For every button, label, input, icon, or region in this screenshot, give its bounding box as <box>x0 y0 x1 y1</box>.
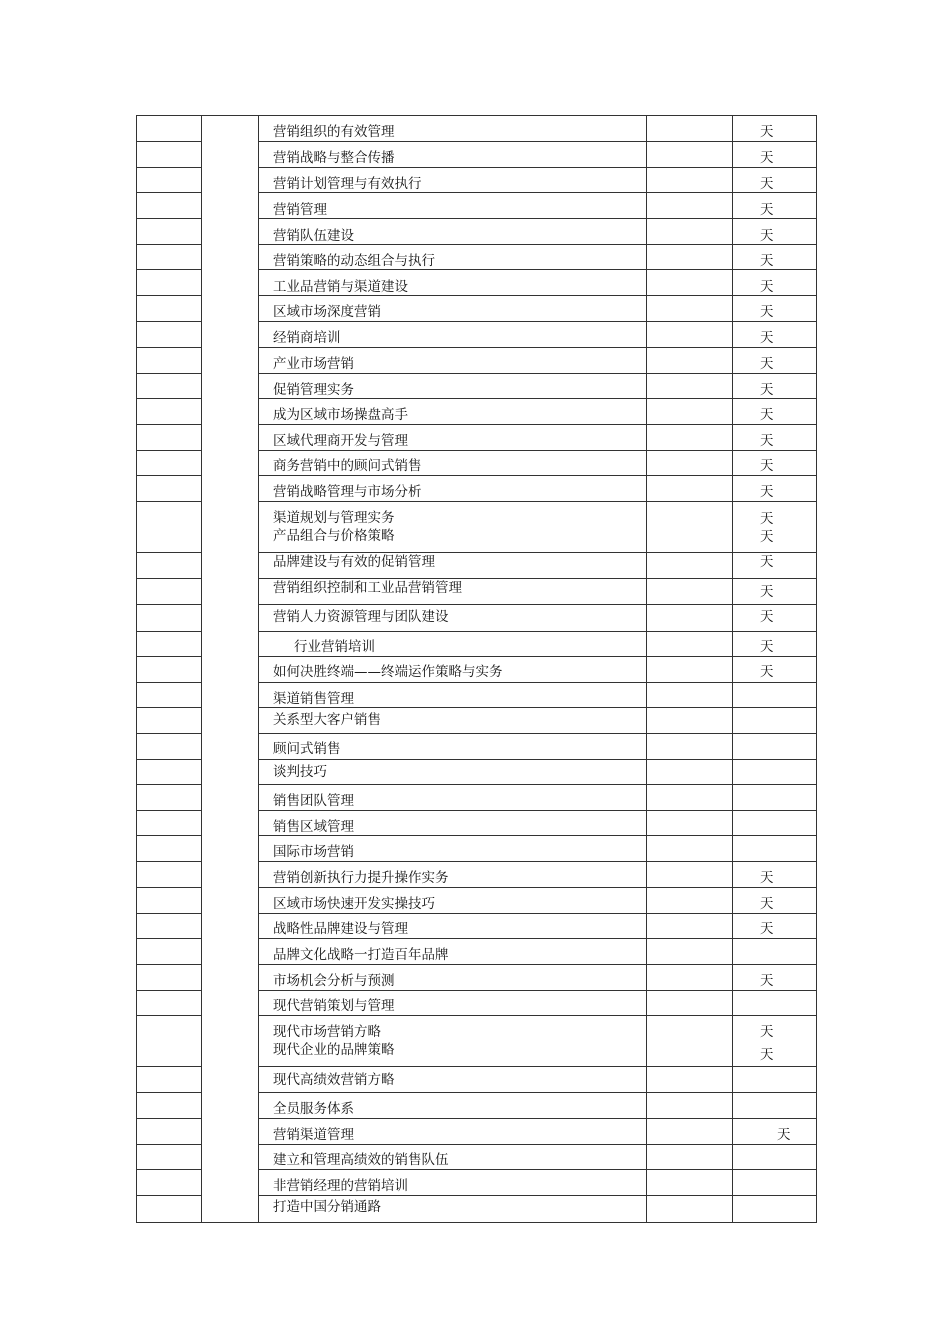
row-divider <box>258 373 817 374</box>
course-name: 现代高绩效营销方略 <box>273 1072 395 1088</box>
course-name: 营销创新执行力提升操作实务 <box>273 870 449 886</box>
duration-unit: 天 <box>760 253 774 269</box>
duration-unit: 天 <box>760 202 774 218</box>
row-divider <box>136 759 202 760</box>
duration-unit: 天 <box>760 1024 774 1040</box>
row-divider <box>136 835 202 836</box>
course-name: 营销战略管理与市场分析 <box>273 484 422 500</box>
course-name: 关系型大客户销售 <box>273 712 381 728</box>
row-divider <box>136 347 202 348</box>
course-name: 销售团队管理 <box>273 793 354 809</box>
row-divider <box>258 784 817 785</box>
row-divider <box>258 192 817 193</box>
row-divider <box>258 1169 817 1170</box>
course-name: 促销管理实务 <box>273 382 354 398</box>
row-divider <box>258 295 817 296</box>
row-divider <box>258 141 817 142</box>
row-divider <box>258 656 817 657</box>
course-name: 营销人力资源管理与团队建设 <box>273 609 449 625</box>
row-divider <box>136 990 202 991</box>
course-name: 产品组合与价格策略 <box>273 528 395 544</box>
row-divider <box>258 347 817 348</box>
course-name: 营销组织的有效管理 <box>273 124 395 140</box>
course-name: 品牌文化战略一打造百年品牌 <box>273 947 449 963</box>
course-name: 战略性品牌建设与管理 <box>273 921 408 937</box>
row-divider <box>258 682 817 683</box>
row-divider <box>136 1066 202 1067</box>
course-name: 工业品营销与渠道建设 <box>273 279 408 295</box>
duration-unit: 天 <box>760 529 774 545</box>
row-divider <box>136 1144 202 1145</box>
row-divider <box>258 1092 817 1093</box>
course-name: 营销组织控制和工业品营销管理 <box>273 580 462 596</box>
course-name: 营销战略与整合传播 <box>273 150 395 166</box>
row-divider <box>136 552 202 553</box>
row-divider <box>136 1015 202 1016</box>
duration-unit: 天 <box>760 639 774 655</box>
duration-unit: 天 <box>760 584 774 600</box>
course-name: 营销管理 <box>273 202 327 218</box>
row-divider <box>258 578 817 579</box>
row-divider <box>258 1015 817 1016</box>
row-divider <box>258 244 817 245</box>
row-divider <box>136 810 202 811</box>
row-divider <box>136 501 202 502</box>
course-name: 现代市场营销方略 <box>273 1024 381 1040</box>
row-divider <box>136 167 202 168</box>
duration-unit: 天 <box>760 609 774 625</box>
duration-unit: 天 <box>760 664 774 680</box>
row-divider <box>258 269 817 270</box>
course-table <box>136 115 817 1222</box>
column-divider <box>646 115 647 1222</box>
duration-unit: 天 <box>760 973 774 989</box>
duration-unit: 天 <box>760 554 774 570</box>
course-name: 全员服务体系 <box>273 1101 354 1117</box>
row-divider <box>258 759 817 760</box>
row-divider <box>258 167 817 168</box>
row-divider <box>258 938 817 939</box>
row-divider <box>136 295 202 296</box>
row-divider <box>258 861 817 862</box>
row-divider <box>258 835 817 836</box>
course-name: 营销队伍建设 <box>273 228 354 244</box>
row-divider <box>258 964 817 965</box>
row-divider <box>136 269 202 270</box>
row-divider <box>136 631 202 632</box>
row-divider <box>136 1118 202 1119</box>
course-name: 品牌建设与有效的促销管理 <box>273 554 435 570</box>
duration-unit: 天 <box>760 124 774 140</box>
duration-unit: 天 <box>760 433 774 449</box>
duration-unit: 天 <box>760 382 774 398</box>
row-divider <box>136 1195 202 1196</box>
row-divider <box>136 424 202 425</box>
column-divider <box>816 115 817 1222</box>
row-divider <box>136 784 202 785</box>
row-divider <box>136 218 202 219</box>
row-divider <box>136 913 202 914</box>
course-name: 非营销经理的营销培训 <box>273 1178 408 1194</box>
row-divider <box>258 887 817 888</box>
row-divider <box>136 1222 817 1223</box>
row-divider <box>258 1066 817 1067</box>
course-name: 渠道规划与管理实务 <box>273 510 395 526</box>
row-divider <box>258 501 817 502</box>
row-divider <box>258 733 817 734</box>
duration-unit: 天 <box>760 279 774 295</box>
course-name: 如何决胜终端——终端运作策略与实务 <box>273 664 503 680</box>
row-divider <box>258 913 817 914</box>
row-divider <box>136 373 202 374</box>
row-divider <box>136 682 202 683</box>
row-divider <box>258 1144 817 1145</box>
row-divider <box>258 424 817 425</box>
course-name: 建立和管理高绩效的销售队伍 <box>273 1152 449 1168</box>
course-name: 现代营销策划与管理 <box>273 998 395 1014</box>
duration-unit: 天 <box>777 1127 791 1143</box>
row-divider <box>136 398 202 399</box>
course-name: 营销渠道管理 <box>273 1127 354 1143</box>
course-name: 区域市场快速开发实操技巧 <box>273 896 435 912</box>
duration-unit: 天 <box>760 228 774 244</box>
row-divider <box>258 450 817 451</box>
row-divider <box>136 707 202 708</box>
row-divider <box>258 810 817 811</box>
duration-unit: 天 <box>760 511 774 527</box>
row-divider <box>258 631 817 632</box>
row-divider <box>136 1092 202 1093</box>
column-divider <box>136 115 137 1222</box>
row-divider <box>258 707 817 708</box>
duration-unit: 天 <box>760 407 774 423</box>
row-divider <box>258 218 817 219</box>
row-divider <box>136 192 202 193</box>
duration-unit: 天 <box>760 921 774 937</box>
course-name: 销售区域管理 <box>273 819 354 835</box>
course-name: 区域市场深度营销 <box>273 304 381 320</box>
duration-unit: 天 <box>760 1047 774 1063</box>
column-divider <box>201 115 202 1222</box>
row-divider <box>258 398 817 399</box>
duration-unit: 天 <box>760 870 774 886</box>
row-divider <box>136 450 202 451</box>
row-divider <box>136 1169 202 1170</box>
row-divider <box>136 321 202 322</box>
row-divider <box>258 475 817 476</box>
duration-unit: 天 <box>760 896 774 912</box>
row-divider <box>136 475 202 476</box>
row-divider <box>258 321 817 322</box>
row-divider <box>136 733 202 734</box>
duration-unit: 天 <box>760 484 774 500</box>
row-divider <box>136 244 202 245</box>
course-name: 成为区域市场操盘高手 <box>273 407 408 423</box>
row-divider <box>136 115 817 116</box>
row-divider <box>136 578 202 579</box>
course-name: 营销策略的动态组合与执行 <box>273 253 435 269</box>
row-divider <box>258 604 817 605</box>
row-divider <box>258 990 817 991</box>
course-name: 行业营销培训 <box>294 639 375 655</box>
duration-unit: 天 <box>760 176 774 192</box>
duration-unit: 天 <box>760 458 774 474</box>
course-name: 市场机会分析与预测 <box>273 973 395 989</box>
course-name: 营销计划管理与有效执行 <box>273 176 422 192</box>
row-divider <box>136 656 202 657</box>
row-divider <box>258 1118 817 1119</box>
row-divider <box>136 141 202 142</box>
course-name: 国际市场营销 <box>273 844 354 860</box>
duration-unit: 天 <box>760 304 774 320</box>
duration-unit: 天 <box>760 150 774 166</box>
duration-unit: 天 <box>760 330 774 346</box>
column-divider <box>258 115 259 1222</box>
column-divider <box>732 115 733 1222</box>
course-name: 谈判技巧 <box>273 764 327 780</box>
row-divider <box>136 604 202 605</box>
course-name: 商务营销中的顾问式销售 <box>273 458 422 474</box>
row-divider <box>258 552 817 553</box>
row-divider <box>136 861 202 862</box>
course-name: 区域代理商开发与管理 <box>273 433 408 449</box>
course-name: 打造中国分销通路 <box>273 1199 381 1215</box>
row-divider <box>136 938 202 939</box>
row-divider <box>136 887 202 888</box>
course-name: 产业市场营销 <box>273 356 354 372</box>
course-name: 渠道销售管理 <box>273 691 354 707</box>
course-name: 顾问式销售 <box>273 741 341 757</box>
duration-unit: 天 <box>760 356 774 372</box>
row-divider <box>136 964 202 965</box>
course-name: 经销商培训 <box>273 330 341 346</box>
course-name: 现代企业的品牌策略 <box>273 1042 395 1058</box>
row-divider <box>258 1195 817 1196</box>
